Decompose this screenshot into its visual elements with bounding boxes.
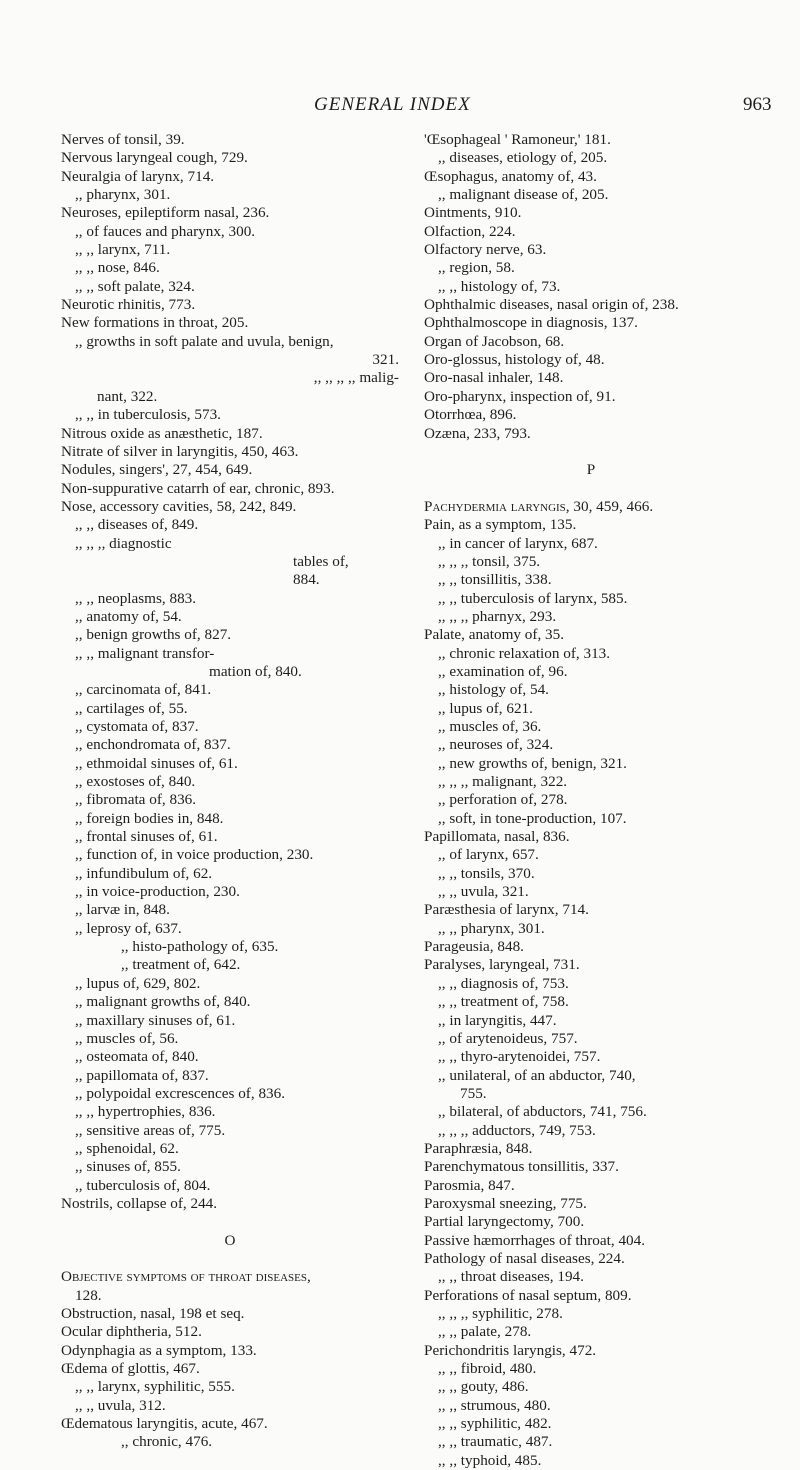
index-entry: Non-suppurative catarrh of ear, chronic, 893.: [61, 479, 335, 497]
index-entry: ,, ethmoidal sinuses of, 61.: [75, 754, 238, 772]
index-entry: Nitrous oxide as anæsthetic, 187.: [61, 424, 263, 442]
spacer: [61, 1250, 399, 1268]
index-entry: ,, foreign bodies in, 848.: [75, 809, 224, 827]
index-entry: Ocular diphtheria, 512.: [61, 1323, 202, 1341]
index-entry: ,, ,, larynx, syphilitic, 555.: [75, 1378, 235, 1396]
index-entry: ,, growths in soft palate and uvula, benign,: [75, 332, 334, 350]
index-entry: Oro-nasal inhaler, 148.: [424, 369, 564, 387]
index-entry: Organ of Jacobson, 68.: [424, 332, 565, 350]
spacer: [424, 443, 758, 461]
index-entry: ,, ,, traumatic, 487.: [438, 1433, 553, 1451]
index-entry: ,, treatment of, 642.: [121, 956, 241, 974]
index-entry: Oro-pharynx, inspection of, 91.: [424, 387, 616, 405]
index-entry: ,, soft, in tone-production, 107.: [438, 809, 627, 827]
index-entry: ,, ,, palate, 278.: [438, 1323, 532, 1341]
index-entry: ,, ,, tonsillitis, 338.: [438, 571, 552, 589]
index-entry: 'Œsophageal ' Ramoneur,' 181.: [424, 131, 611, 148]
index-entry: Parageusia, 848.: [424, 938, 524, 956]
index-entry: ,, ,, ,, pharnyx, 293.: [438, 607, 557, 625]
index-entry: ,, of larynx, 657.: [438, 846, 539, 864]
index-entry: Parosmia, 847.: [424, 1176, 515, 1194]
index-entry: ,, fibromata of, 836.: [75, 791, 197, 809]
index-entry: Œsophagus, anatomy of, 43.: [424, 167, 597, 185]
index-entry: ,, unilateral, of an abductor, 740,: [438, 1066, 636, 1084]
index-entry: Perichondritis laryngis, 472.: [424, 1341, 597, 1359]
index-entry: ,, benign growths of, 827.: [75, 626, 232, 644]
index-entry: ,, ,, histology of, 73.: [438, 277, 561, 295]
index-entry: ,, ,, uvula, 321.: [438, 883, 529, 901]
index-entry: Œdema of glottis, 467.: [61, 1360, 200, 1378]
index-entry: 321.: [372, 351, 399, 369]
index-entry: ,, cartilages of, 55.: [75, 699, 188, 717]
index-entry: Parenchymatous tonsillitis, 337.: [424, 1158, 619, 1176]
running-header: [0, 94, 800, 118]
index-entry: ,, leprosy of, 637.: [75, 919, 182, 937]
index-entry: Papillomata, nasal, 836.: [424, 828, 570, 846]
index-entry: ,, of arytenoideus, 757.: [438, 1029, 578, 1047]
index-entry: ,, ,, ,, ,, malig-: [313, 369, 399, 387]
index-entry: ,, ,, throat diseases, 194.: [438, 1268, 584, 1286]
index-entry: 755.: [460, 1084, 487, 1102]
index-entry: Paræsthesia of larynx, 714.: [424, 901, 589, 919]
index-entry: ,, ,, ,, diagnostic: [75, 534, 172, 552]
index-entry: Paralyses, laryngeal, 731.: [424, 956, 580, 974]
index-entry: ,, ,, tuberculosis of larynx, 585.: [438, 589, 628, 607]
index-entry: ,, sinuses of, 855.: [75, 1158, 181, 1176]
index-entry: Neuralgia of larynx, 714.: [61, 167, 215, 185]
index-entry: ,, ,, malignant transfor-: [75, 644, 215, 662]
index-entry: ,, ,, syphilitic, 482.: [438, 1415, 552, 1433]
index-entry: ,, in voice-production, 230.: [75, 883, 240, 901]
spacer: [61, 1213, 399, 1231]
index-entry: ,, lupus of, 629, 802.: [75, 974, 201, 992]
index-entry: ,, ,, gouty, 486.: [438, 1378, 529, 1396]
index-entry: ,, muscles of, 36.: [438, 718, 542, 735]
index-entry: ,, frontal sinuses of, 61.: [75, 828, 218, 846]
index-entry: ,, ,, typhoid, 485.: [438, 1451, 542, 1469]
index-entry: ,, ,, ,, malignant, 322.: [438, 773, 568, 791]
index-entry: ,, ,, uvula, 312.: [75, 1396, 166, 1414]
index-entry: ,, ,, tonsils, 370.: [438, 864, 535, 882]
index-entry: ,, ,, in tuberculosis, 573.: [75, 406, 221, 424]
index-entry: ,, of fauces and pharynx, 300.: [75, 222, 256, 240]
index-entry: ,, perforation of, 278.: [438, 791, 568, 809]
index-entry: ,, ,, thyro-arytenoidei, 757.: [438, 1048, 601, 1066]
index-entry: Paroxysmal sneezing, 775.: [424, 1194, 587, 1212]
index-entry: ,, anatomy of, 54.: [75, 607, 182, 625]
index-entry: ,, new growths of, benign, 321.: [438, 754, 627, 772]
index-entry: Odynphagia as a symptom, 133.: [61, 1341, 257, 1359]
index-entry: 128.: [75, 1286, 102, 1304]
index-entry: ,, larvæ in, 848.: [75, 901, 170, 919]
spacer: [424, 480, 758, 498]
index-entry: ,, infundibulum of, 62.: [75, 864, 213, 882]
index-entry: ,, ,, strumous, 480.: [438, 1396, 551, 1414]
index-entry: ,, chronic relaxation of, 313.: [438, 644, 611, 662]
index-entry: Obstruction, nasal, 198 et seq.: [61, 1305, 245, 1322]
index-entry: Nervous laryngeal cough, 729.: [61, 149, 248, 167]
index-entry: ,, in cancer of larynx, 687.: [438, 534, 598, 552]
index-entry: ,, bilateral, of abductors, 741, 756.: [438, 1103, 647, 1121]
index-entry: ,, malignant disease of, 205.: [438, 186, 609, 204]
index-entry: Passive hæmorrhages of throat, 404.: [424, 1231, 646, 1249]
index-entry: ,, ,, pharynx, 301.: [438, 919, 545, 937]
index-entry: Perforations of nasal septum, 809.: [424, 1286, 632, 1304]
index-entry: Partial laryngectomy, 700.: [424, 1213, 585, 1231]
index-entry: ,, chronic, 476.: [121, 1433, 213, 1451]
index-entry: ,, ,, nose, 846.: [75, 259, 160, 277]
index-entry: ,, ,, larynx, 711.: [75, 241, 171, 259]
index-entry: Objective symptoms of throat diseases,: [61, 1268, 311, 1286]
page-number: 963: [743, 94, 772, 115]
index-entry: ,, neuroses of, 324.: [438, 736, 554, 754]
index-column-right: [424, 131, 758, 1470]
section-letter: P: [586, 461, 596, 479]
index-entry: ,, ,, fibroid, 480.: [438, 1360, 537, 1378]
index-entry: Pathology of nasal diseases, 224.: [424, 1249, 625, 1267]
index-entry: Neuroses, epileptiform nasal, 236.: [61, 204, 270, 222]
index-entry: ,, papillomata of, 837.: [75, 1066, 209, 1084]
index-entry: ,, sphenoidal, 62.: [75, 1139, 179, 1157]
index-entry: ,, histology of, 54.: [438, 681, 549, 699]
index-entry: ,, ,, ,, tonsil, 375.: [438, 552, 541, 570]
page-title: GENERAL INDEX: [314, 94, 471, 115]
index-entry: ,, region, 58.: [438, 259, 515, 277]
index-entry: Nostrils, collapse of, 244.: [61, 1194, 218, 1212]
index-entry: ,, histo-pathology of, 635.: [121, 938, 279, 956]
index-entry: ,, maxillary sinuses of, 61.: [75, 1011, 236, 1029]
index-entry: Neurotic rhinitis, 773.: [61, 296, 196, 314]
index-entry: tables of,: [293, 552, 349, 570]
index-entry: Ozæna, 233, 793.: [424, 424, 531, 442]
index-entry: Paraphræsia, 848.: [424, 1139, 533, 1157]
index-column-left: [61, 131, 399, 1452]
index-entry: ,, ,, hypertrophies, 836.: [75, 1103, 216, 1121]
index-entry: ,, pharynx, 301.: [75, 186, 171, 204]
index-entry: ,, ,, neoplasms, 883.: [75, 589, 197, 607]
index-entry: ,, function of, in voice production, 230.: [75, 846, 314, 864]
index-entry: 884.: [293, 571, 320, 589]
index-entry: ,, examination of, 96.: [438, 662, 568, 680]
index-entry: Nose, accessory cavities, 58, 242, 849.: [61, 497, 297, 515]
index-entry: Ointments, 910.: [424, 204, 522, 222]
index-entry: ,, lupus of, 621.: [438, 699, 533, 717]
index-entry: ,, ,, diagnosis of, 753.: [438, 974, 569, 992]
index-entry: ,, muscles of, 56.: [75, 1029, 179, 1047]
index-entry: Olfaction, 224.: [424, 222, 516, 240]
index-entry: mation of, 840.: [209, 662, 302, 680]
index-entry: Palate, anatomy of, 35.: [424, 626, 565, 644]
index-entry: Ophthalmic diseases, nasal origin of, 238.: [424, 296, 679, 314]
index-entry: ,, ,, ,, syphilitic, 278.: [438, 1305, 563, 1322]
index-entry: ,, sensitive areas of, 775.: [75, 1121, 226, 1139]
index-entry: Œdematous laryngitis, acute, 467.: [61, 1415, 268, 1433]
index-entry: nant, 322.: [97, 387, 158, 405]
index-entry: Nitrate of silver in laryngitis, 450, 463.: [61, 442, 299, 460]
index-entry: ,, carcinomata of, 841.: [75, 681, 212, 699]
index-entry: Oro-glossus, histology of, 48.: [424, 351, 605, 369]
index-entry: Pain, as a symptom, 135.: [424, 516, 577, 534]
section-letter: O: [224, 1231, 236, 1249]
index-entry: ,, malignant growths of, 840.: [75, 993, 251, 1011]
index-entry: Pachydermia laryngis, 30, 459, 466.: [424, 497, 654, 515]
index-entry: ,, polypoidal excrescences of, 836.: [75, 1084, 286, 1102]
index-entry: Otorrhœa, 896.: [424, 406, 517, 424]
index-entry: ,, ,, soft palate, 324.: [75, 277, 195, 295]
index-entry: ,, tuberculosis of, 804.: [75, 1176, 211, 1194]
index-entry: ,, enchondromata of, 837.: [75, 736, 231, 754]
index-entry: ,, exostoses of, 840.: [75, 773, 196, 791]
index-entry: ,, ,, diseases of, 849.: [75, 516, 199, 534]
index-entry: Nodules, singers', 27, 454, 649.: [61, 461, 253, 479]
index-entry: New formations in throat, 205.: [61, 314, 249, 332]
index-entry: Olfactory nerve, 63.: [424, 241, 547, 259]
index-entry: ,, cystomata of, 837.: [75, 718, 199, 735]
index-entry: ,, in laryngitis, 447.: [438, 1011, 557, 1029]
index-entry: Ophthalmoscope in diagnosis, 137.: [424, 314, 638, 332]
index-entry: ,, ,, treatment of, 758.: [438, 993, 569, 1011]
index-entry: ,, ,, ,, adductors, 749, 753.: [438, 1121, 596, 1139]
index-entry: Nerves of tonsil, 39.: [61, 131, 185, 148]
index-entry: ,, osteomata of, 840.: [75, 1048, 199, 1066]
index-entry: ,, diseases, etiology of, 205.: [438, 149, 608, 167]
